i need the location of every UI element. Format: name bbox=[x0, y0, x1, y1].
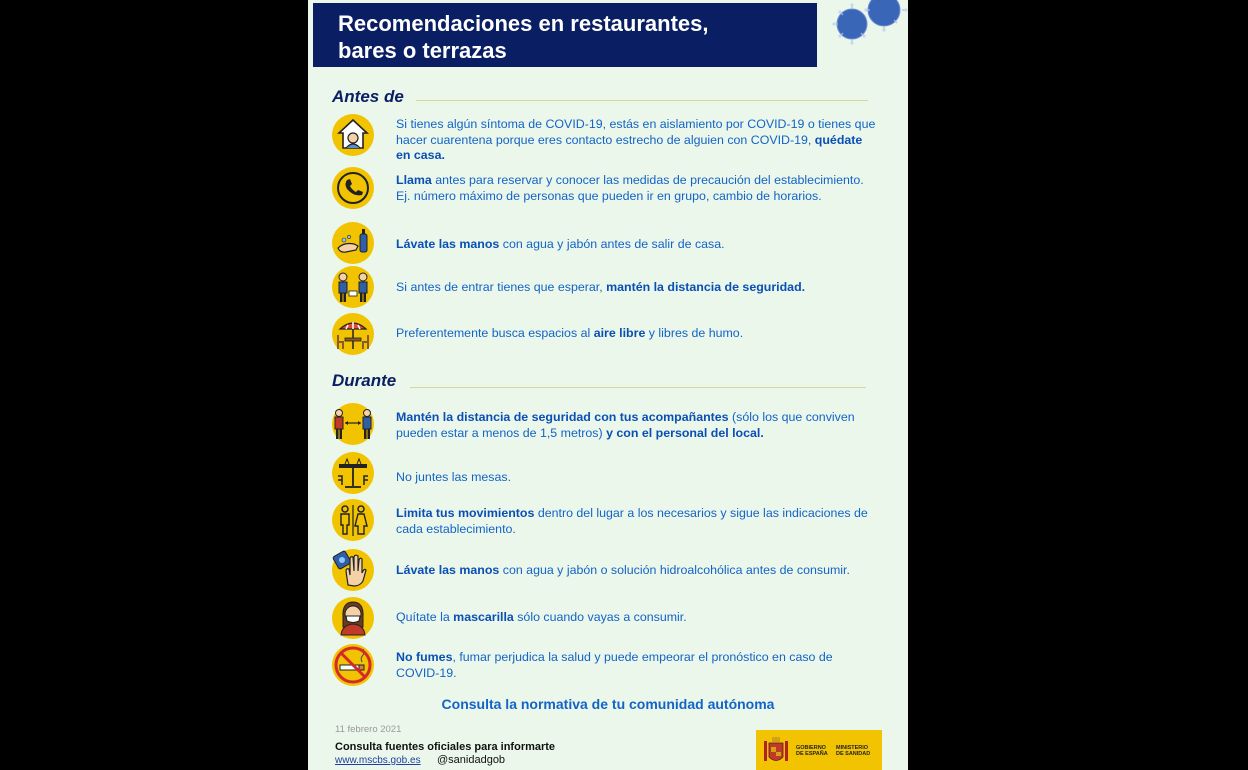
handwash-icon bbox=[332, 222, 374, 264]
sanitizer-hand-icon bbox=[332, 549, 374, 591]
title-line-2: bares o terrazas bbox=[338, 38, 507, 63]
emphasis-text: quédate en casa. bbox=[396, 132, 863, 162]
ministry-website-link[interactable]: www.mscbs.gob.es bbox=[335, 755, 421, 766]
ministerio-line-1: MINISTERIO bbox=[836, 745, 869, 751]
distance-people-icon bbox=[332, 266, 374, 308]
ministerio-line-2: DE SANIDAD bbox=[836, 751, 871, 757]
body-text: con agua y jabón antes de salir de casa. bbox=[499, 237, 725, 251]
section-heading-antes: Antes de bbox=[332, 87, 404, 106]
recommendation-text bbox=[396, 610, 876, 626]
recommendation-text bbox=[396, 506, 876, 537]
emphasis-text: Llama bbox=[396, 173, 432, 187]
recommendation-text bbox=[396, 563, 876, 579]
emphasis-text: Limita tus movimientos bbox=[396, 506, 535, 520]
emphasis-text: Mantén la distancia de seguridad con tus acompañantes bbox=[396, 410, 729, 424]
infographic-poster bbox=[308, 0, 908, 770]
body-text: sólo cuando vayas a consumir. bbox=[513, 610, 687, 624]
recommendation-text bbox=[396, 237, 876, 253]
body-text: No juntes las mesas. bbox=[396, 470, 512, 484]
section-heading-durante: Durante bbox=[332, 371, 397, 390]
home-icon bbox=[332, 114, 374, 156]
recommendation-text bbox=[396, 326, 876, 342]
section-divider bbox=[416, 100, 868, 101]
emphasis-text: y con el personal del local. bbox=[606, 425, 764, 440]
emphasis-text: mantén la distancia de seguridad. bbox=[606, 280, 806, 294]
body-text: antes para reservar y conocer las medidas de precaución del establecimiento. Ej. número máximo de personas que pueden ir en grupo, cambio de horarios. bbox=[396, 173, 864, 203]
publication-date: 11 febrero 2021 bbox=[335, 724, 402, 735]
terrace-icon bbox=[332, 313, 374, 355]
body-text: Preferentemente busca espacios al bbox=[396, 326, 594, 340]
recommendation-text bbox=[396, 470, 876, 486]
body-text: con agua y jabón o solución hidroalcohólica antes de consumir. bbox=[499, 563, 850, 577]
table-icon bbox=[332, 452, 374, 494]
mask-person-icon bbox=[332, 597, 374, 639]
coronavirus-illustration bbox=[826, 0, 908, 56]
phone-icon bbox=[332, 167, 374, 209]
body-text: y libres de humo. bbox=[645, 326, 744, 340]
emphasis-text: mascarilla bbox=[453, 610, 514, 624]
twitter-handle: @sanidadgob bbox=[437, 754, 506, 766]
emphasis-text: aire libre bbox=[593, 326, 646, 340]
body-text: Si antes de entrar tienes que esperar, bbox=[396, 280, 607, 294]
title-banner bbox=[313, 3, 817, 67]
recommendation-text bbox=[396, 117, 876, 164]
emphasis-text: Lávate las manos bbox=[396, 237, 500, 251]
body-text: (sólo los que conviven pueden estar a menos de 1,5 metros) bbox=[396, 410, 855, 440]
no-smoking-icon bbox=[332, 644, 374, 686]
body-text: , fumar perjudica la salud y puede empeorar el pronóstico en caso de COVID-19. bbox=[396, 650, 833, 680]
body-text: dentro del lugar a los necesarios y sigue las indicaciones de cada establecimiento. bbox=[396, 506, 868, 536]
emphasis-text: No fumes bbox=[396, 650, 453, 664]
coat-of-arms-icon bbox=[762, 735, 790, 767]
recommendation-text bbox=[396, 410, 876, 441]
recommendation-text bbox=[396, 173, 876, 204]
body-text: Quítate la bbox=[396, 610, 454, 624]
restroom-icon bbox=[332, 499, 374, 541]
body-text: Si tienes algún síntoma de COVID-19, estás en aislamiento por COVID-19 o tienes que hacer cuarentena porque eres contacto estrecho de alguien con COVID-19, bbox=[396, 117, 876, 147]
emphasis-text: Lávate las manos bbox=[396, 563, 500, 577]
social-distance-icon bbox=[332, 403, 374, 445]
gobierno-line-1: GOBIERNO bbox=[796, 745, 826, 751]
title-line-1: Recomendaciones en restaurantes, bbox=[338, 11, 709, 36]
normativa-callout: Consulta la normativa de tu comunidad autónoma bbox=[441, 696, 775, 712]
section-divider bbox=[410, 387, 866, 388]
recommendation-text bbox=[396, 280, 876, 296]
official-sources-label: Consulta fuentes oficiales para informarte bbox=[335, 741, 556, 753]
gobierno-line-2: DE ESPAÑA bbox=[796, 751, 828, 757]
gobierno-ministerio-logo bbox=[756, 730, 882, 770]
recommendation-text bbox=[396, 650, 876, 681]
